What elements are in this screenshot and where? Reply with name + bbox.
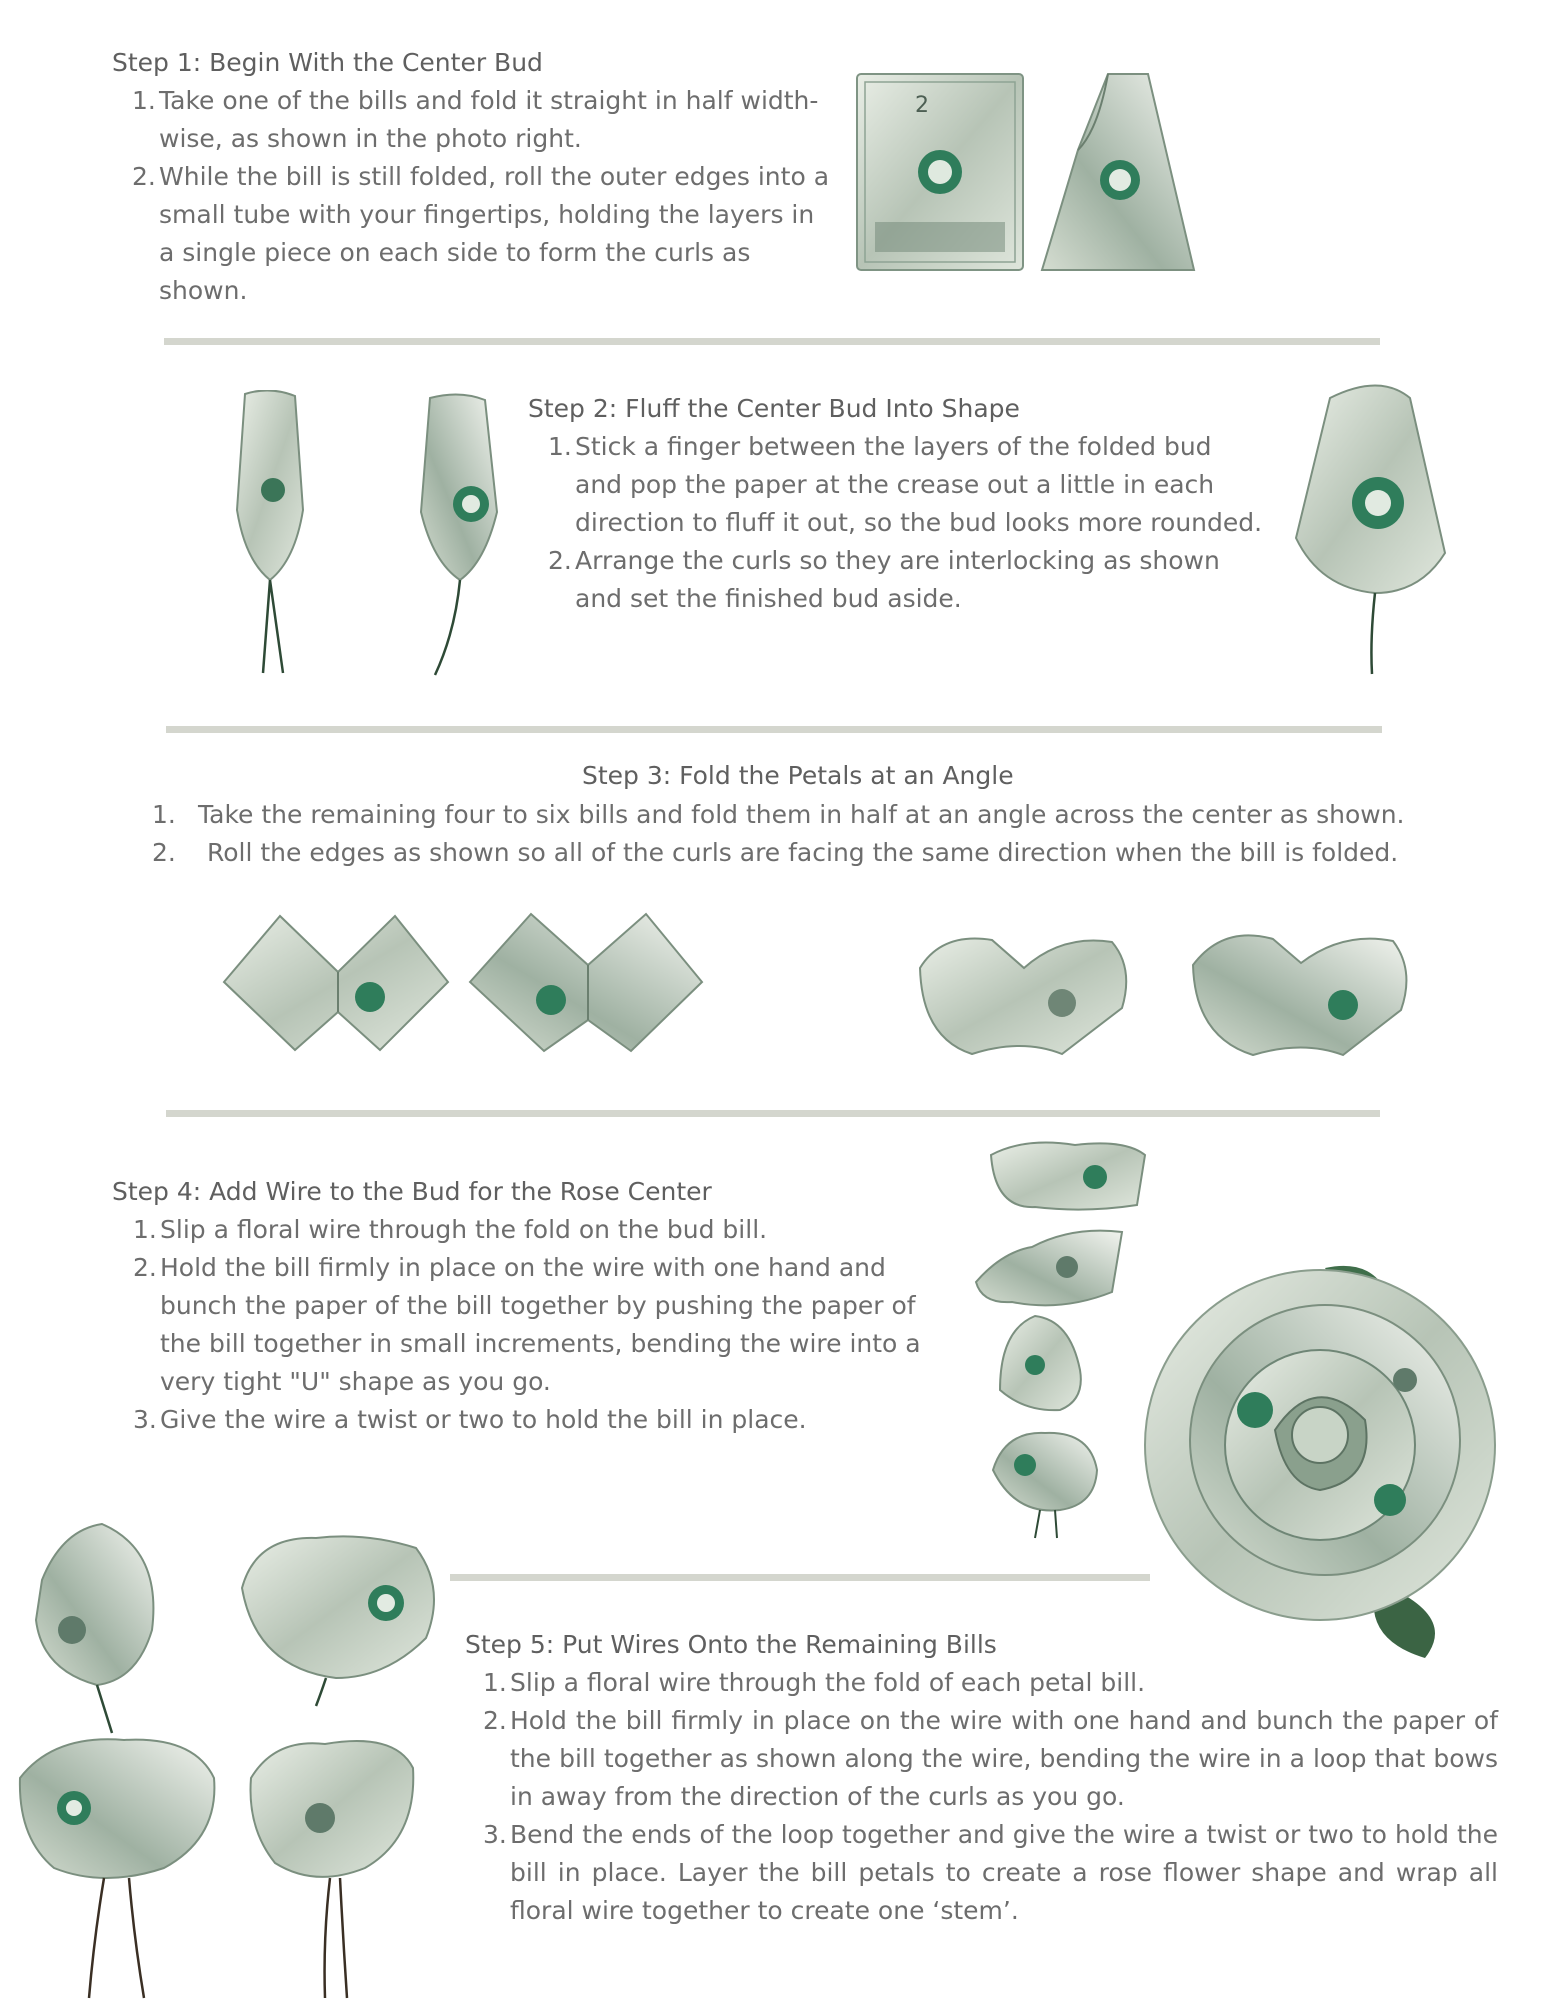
list-item: 1. Stick a finger between the layers of the folded bud and pop the paper at the crease out a little in each direction to fluff it out, so the bud looks more rounded. bbox=[548, 432, 1263, 537]
step1-heading: Step 1: Begin With the Center Bud bbox=[112, 48, 543, 77]
step3-heading: Step 3: Fold the Petals at an Angle bbox=[582, 761, 1014, 790]
list-item: 2. Hold the bill firmly in place on the wire with one hand and bunch the paper of the bill together by pushing the paper of the bill together in small increments, bending the wire into a very tight "U" shape as you go. bbox=[133, 1253, 921, 1396]
step1-list bbox=[132, 82, 830, 310]
fluffed-bud-photo bbox=[1290, 378, 1450, 676]
divider bbox=[450, 1574, 1150, 1581]
list-item: 2. While the bill is still folded, roll the outer edges into a small tube with your fingertips, holding the layers in a single piece on each side to form the curls as shown. bbox=[132, 162, 830, 305]
list-item: 1. Take one of the bills and fold it straight in half width-wise, as shown in the photo right. bbox=[132, 86, 819, 153]
bud-photo bbox=[405, 392, 515, 677]
svg-text:2: 2 bbox=[915, 93, 929, 118]
divider bbox=[166, 726, 1382, 733]
list-item: 2. Roll the edges as shown so all of the curls are facing the same direction when the bill is folded. bbox=[152, 838, 1399, 867]
list-item: 1. Slip a floral wire through the fold of each petal bill. bbox=[483, 1668, 1146, 1697]
bud-photo bbox=[225, 390, 315, 675]
list-item: 1. Slip a floral wire through the fold on the bud bill. bbox=[133, 1215, 768, 1244]
step3-list bbox=[152, 796, 1492, 872]
list-item: 3. Give the wire a twist or two to hold the bill in place. bbox=[133, 1405, 807, 1434]
petal-wired-photo bbox=[14, 1728, 219, 2000]
wire-sequence-photo bbox=[972, 1222, 1132, 1314]
step2-list bbox=[548, 428, 1265, 618]
flat-bill-photo bbox=[855, 72, 1025, 272]
angled-fold-photo bbox=[220, 912, 450, 1052]
step4-heading: Step 4: Add Wire to the Bud for the Rose Center bbox=[112, 1177, 712, 1206]
rolled-petal-photo bbox=[1183, 925, 1415, 1058]
divider bbox=[166, 1110, 1380, 1117]
angled-fold-photo bbox=[466, 910, 706, 1055]
folded-bill-photo bbox=[1038, 70, 1198, 275]
petal-wired-photo bbox=[245, 1728, 420, 2000]
list-item: 2. Hold the bill firmly in place on the wire with one hand and bunch the paper of the bill together as shown along the wire, bending the wire in a loop that bows in away from the direction of the curls as you go. bbox=[483, 1706, 1498, 1811]
rolled-petal-photo bbox=[912, 928, 1137, 1058]
step5-heading: Step 5: Put Wires Onto the Remaining Bills bbox=[465, 1630, 997, 1659]
step2-heading: Step 2: Fluff the Center Bud Into Shape bbox=[528, 394, 1020, 423]
wire-sequence-photo bbox=[985, 1135, 1150, 1215]
wire-sequence-photo bbox=[990, 1310, 1100, 1415]
wire-sequence-photo bbox=[985, 1425, 1105, 1540]
divider bbox=[164, 338, 1380, 345]
step5-list bbox=[483, 1664, 1498, 1930]
list-item: 2. Arrange the curls so they are interlocking as shown and set the finished bud aside. bbox=[548, 546, 1220, 613]
petal-wired-photo bbox=[236, 1528, 446, 1708]
petal-wired-photo bbox=[22, 1520, 167, 1735]
list-item: 1. Take the remaining four to six bills and fold them in half at an angle across the center as shown. bbox=[152, 800, 1405, 829]
finished-rose-photo bbox=[1135, 1260, 1510, 1660]
step4-list bbox=[133, 1211, 955, 1439]
list-item: 3. Bend the ends of the loop together and give the wire a twist or two to hold the bill in place. Layer the bill petals to create a rose flower shape and wrap all floral wire together to create one ‘stem’. bbox=[483, 1820, 1498, 1925]
